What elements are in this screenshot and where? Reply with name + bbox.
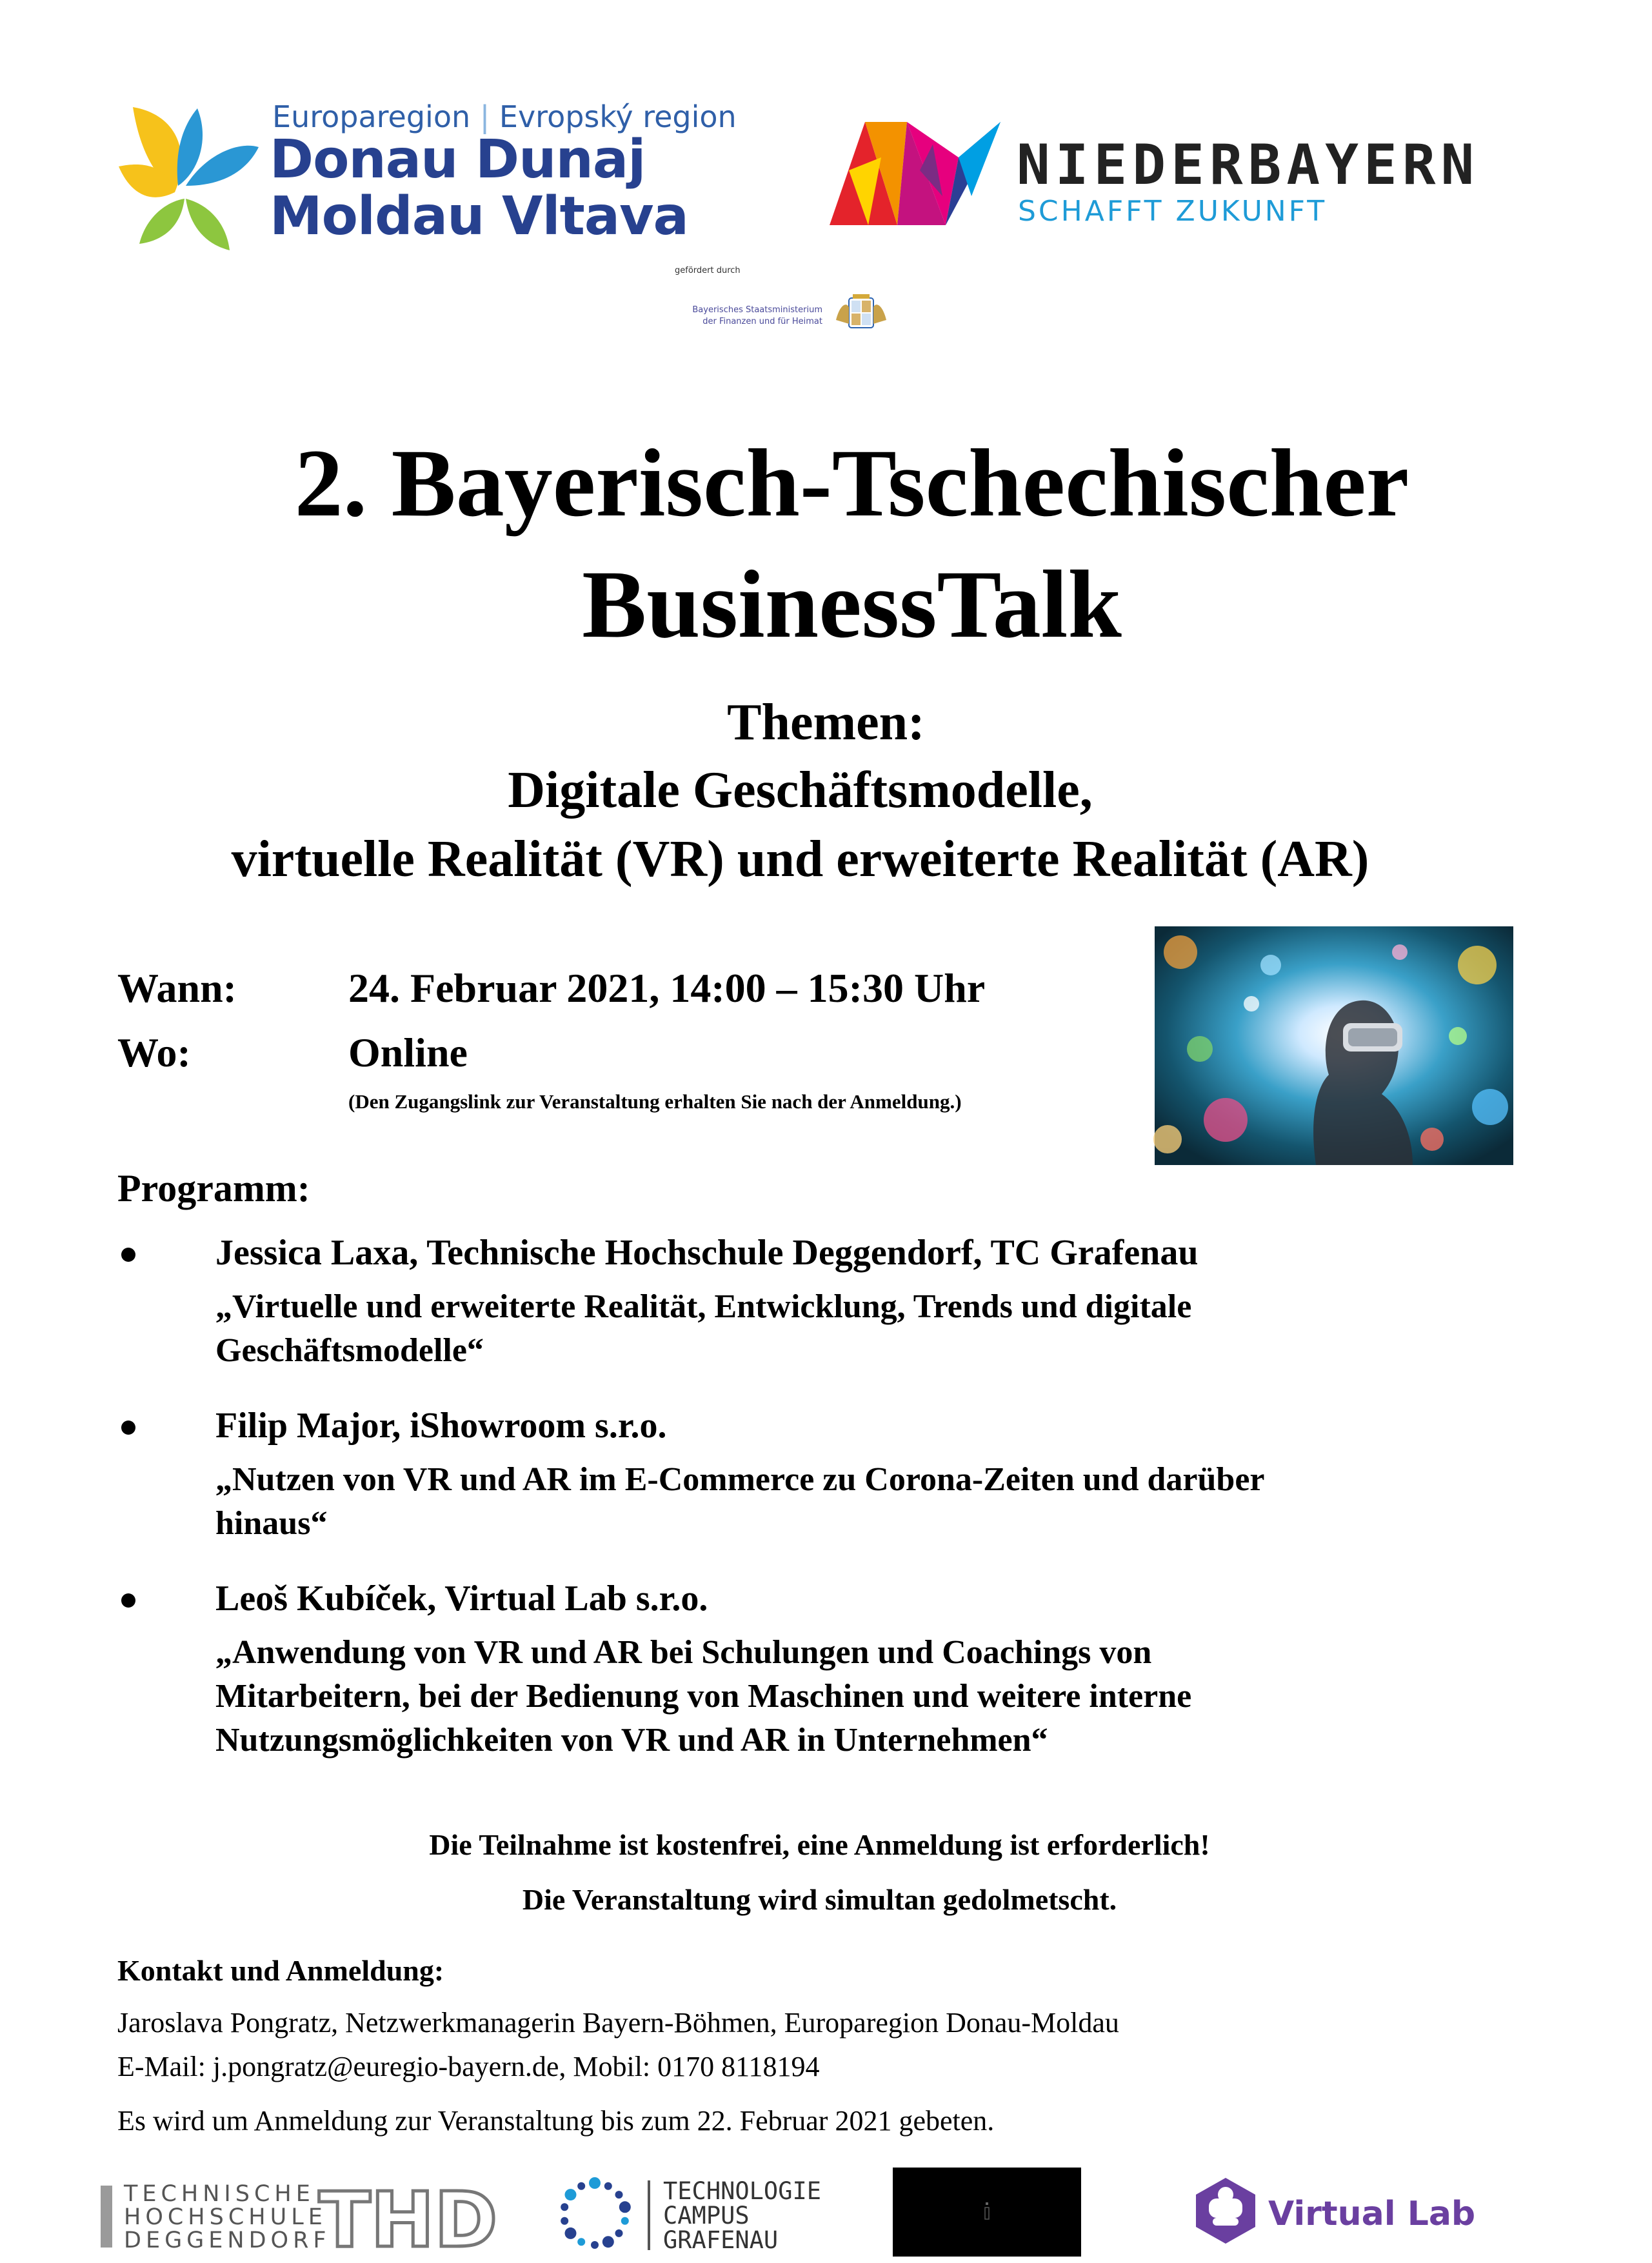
bullet-icon (121, 1421, 135, 1435)
program-speaker: Filip Major, iShowroom s.r.o. (215, 1406, 667, 1446)
topic-line-1: Digitale Geschäftsmodelle, (508, 762, 1093, 819)
program-talk: „Virtuelle und erweiterte Realität, Entwicklung, Trends und digitale Geschäftsmodelle“ (215, 1288, 1192, 1369)
niederbayern-title: NIEDERBAYERN (1017, 133, 1480, 197)
vr-headset-photo (1155, 926, 1513, 1165)
participation-note: Die Teilnahme ist kostenfrei, eine Anmeldung ist erforderlich! (429, 1828, 1210, 1861)
europaregion-logo (114, 95, 737, 257)
bullet-icon (121, 1593, 135, 1608)
ishowroom-logo (893, 2168, 1081, 2257)
europaregion-name-line-1: Donau Dunaj (270, 129, 646, 190)
ring-dot (561, 2217, 568, 2225)
where-label: Wo: (117, 1030, 191, 1075)
contact-person: Jaroslava Pongratz, Netzwerkmanagerin Bayern-Böhmen, Europaregion Donau-Moldau (117, 2007, 1119, 2039)
ishowroom-mark-icon (980, 2202, 993, 2222)
niederbayern-slogan: SCHAFFT ZUKUNFT (1018, 195, 1328, 228)
program-talk: „Anwendung von VR und AR bei Schulungen und Coachings von Mitarbeitern, bei der Bedienung von Maschinen und weitere interne Nutzungsmöglichkeiten von VR und AR in Unternehmen“ (215, 1634, 1192, 1759)
europaregion-subtitle: Europaregion | Evropský region (272, 99, 737, 134)
ring-dot (604, 2182, 612, 2190)
where-value: Online (348, 1030, 468, 1075)
thd-bar (101, 2186, 112, 2248)
thd-mark (319, 2175, 498, 2263)
registration-deadline: Es wird um Anmeldung zur Veranstaltung bis zum 22. Februar 2021 gebeten. (117, 2105, 995, 2137)
ring-dot (565, 2189, 577, 2200)
virtual-lab-logo (1192, 2175, 1476, 2246)
program-heading: Programm: (117, 1167, 310, 1210)
thd-logo: TECHNISCHE HOCHSCHULE DEGGENDORF THD (101, 2182, 475, 2253)
program-speaker: Leoš Kubíček, Virtual Lab s.r.o. (215, 1579, 708, 1619)
virtual-lab-name: Virtual Lab (1268, 2195, 1476, 2233)
niederbayern-logo (830, 119, 1480, 228)
ring-dot (591, 2241, 599, 2249)
ring-dot (621, 2217, 629, 2225)
interpretation-note: Die Veranstaltung wird simultan gedolmetscht. (522, 1883, 1117, 1916)
ring-dot (619, 2201, 631, 2213)
technologie-campus-grafenau-logo: TECHNOLOGIE CAMPUS GRAFENAU (552, 2174, 797, 2255)
ring-dot (577, 2182, 585, 2190)
bullet-icon (121, 1248, 135, 1262)
ring-dot (577, 2238, 585, 2246)
topic-line-2: virtuelle Realität (VR) und erweiterte Realität (AR) (231, 831, 1369, 888)
vr-headset-icon (1192, 2175, 1259, 2246)
funder-label: gefördert durch (675, 266, 741, 275)
contact-heading: Kontakt und Anmeldung: (117, 1954, 444, 1987)
vr-photo-illustration (1155, 926, 1513, 1165)
access-link-note: (Den Zugangslink zur Veranstaltung erhalten Sie nach der Anmeldung.) (348, 1090, 962, 1113)
funder-note (664, 266, 922, 337)
europaregion-name-line-2: Moldau Vltava (270, 186, 688, 247)
contact-email-phone[interactable]: E-Mail: j.pongratz@euregio-bayern.de, Mobil: 0170 8118194 (117, 2051, 820, 2082)
program-speaker: Jessica Laxa, Technische Hochschule Deggendorf, TC Grafenau (215, 1233, 1199, 1273)
program-talk: „Nutzen von VR und AR im E-Commerce zu Corona-Zeiten und darüber hinaus“ (215, 1461, 1265, 1542)
tcg-divider (648, 2180, 650, 2250)
ring-dot (561, 2203, 568, 2211)
ring-dot (565, 2228, 577, 2239)
crest-icon (833, 294, 889, 332)
when-value: 24. Februar 2021, 14:00 – 15:30 Uhr (348, 965, 986, 1011)
ring-dot (602, 2236, 614, 2248)
ring-dot (615, 2191, 623, 2198)
funder-name: Bayerisches Staatsministerium der Finanzen und für Heimat (692, 305, 822, 326)
ring-dot (589, 2177, 601, 2189)
dot-ring-icon (552, 2174, 649, 2255)
topics-label: Themen: (727, 694, 925, 751)
ring-dot (615, 2229, 623, 2237)
svg-text:THD: THD (319, 2175, 498, 2263)
page-title-line-1: 2. Bayerisch-Tschechischer (294, 430, 1409, 537)
when-label: Wann: (117, 965, 237, 1011)
polygon-n-icon (830, 119, 1004, 228)
page-title-line-2: BusinessTalk (582, 551, 1122, 658)
pinwheel-leaves-icon (114, 95, 268, 250)
